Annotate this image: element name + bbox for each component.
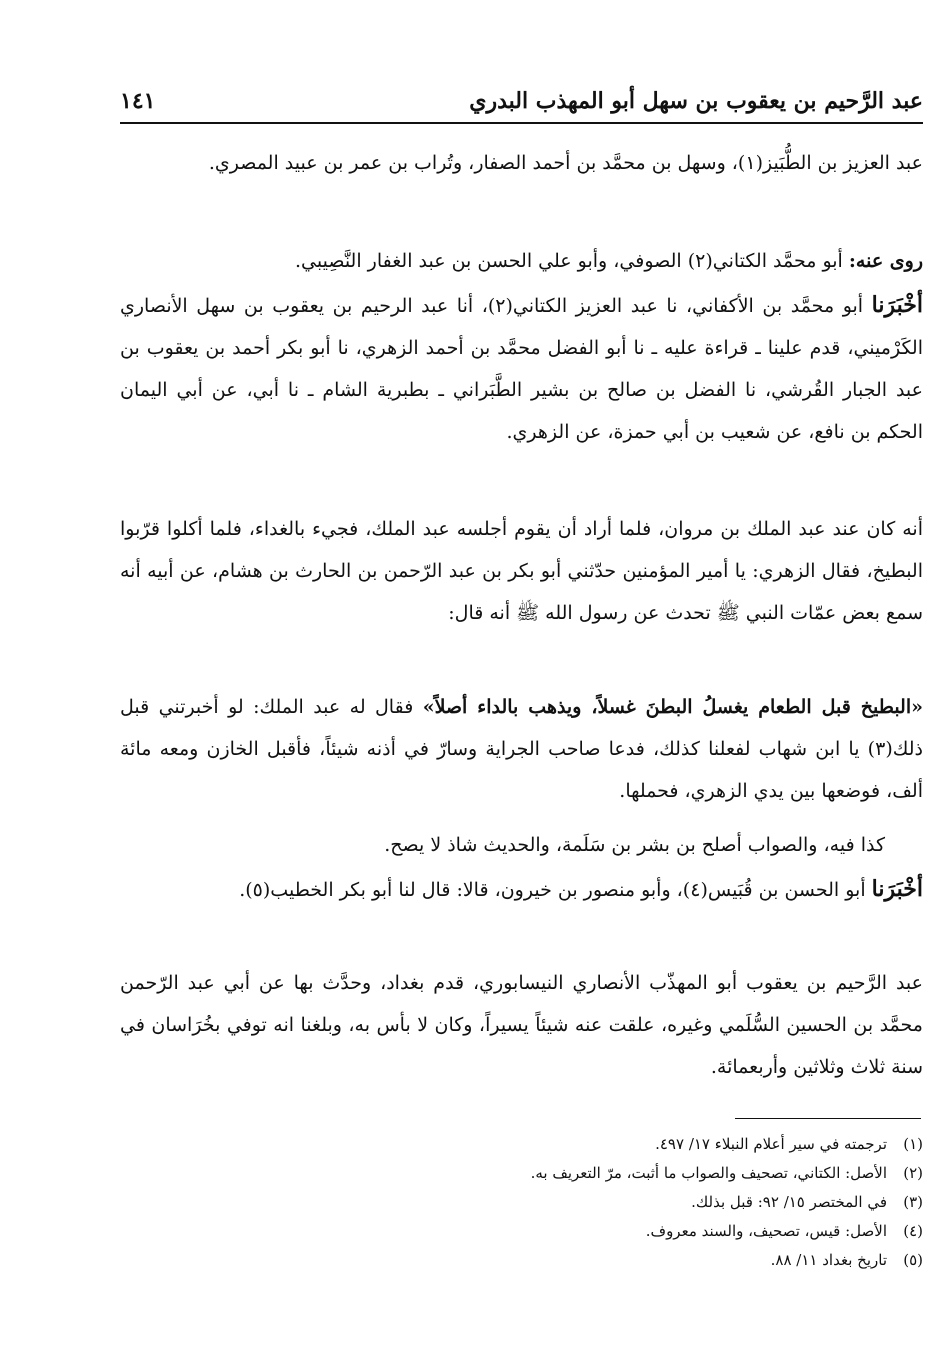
footnote-text: الأصل: قيس، تصحيف، والسند معروف.	[645, 1222, 887, 1240]
isnad-text-2: أبو الحسن بن قُبَيس(٤)، وأبو منصور بن خيرون، قالا: قال لنا أبو بكر الخطيب(٥).	[239, 879, 866, 901]
footnote-number: (٢)	[903, 1164, 923, 1182]
paragraph-6	[120, 824, 923, 866]
footnote-item	[120, 1130, 923, 1159]
footnote-number: (١)	[903, 1135, 923, 1153]
akhbarana-label-1: أخْبَرَنا	[871, 292, 923, 318]
footnote-text: في المختصر ١٥/ ٩٢: قبل بذلك.	[691, 1193, 887, 1211]
editor-note: كذا فيه، والصواب أصلح بن بشر بن سَلَمة، والحديث شاذ لا يصح.	[384, 834, 885, 856]
footnote-number: (٣)	[903, 1193, 923, 1211]
header-title: عبد الرَّحيم بن يعقوب بن سهل أبو المهذب البدري	[469, 88, 923, 114]
paragraph-2	[120, 240, 923, 282]
footnote-text: الأصل: الكتاني، تصحيف والصواب ما أثبت، مرّ التعريف به.	[530, 1164, 887, 1182]
hadith-quote: «البطيخ قبل الطعام يغسلُ البطنَ غسلاً، ويذهب بالداء أصلاً»	[422, 696, 923, 718]
footnote-divider	[735, 1118, 921, 1119]
footnote-item	[120, 1159, 923, 1188]
footnote-number: (٥)	[903, 1251, 923, 1269]
footnote-item	[120, 1217, 923, 1246]
footnote-item	[120, 1246, 923, 1275]
narrators-text: أبو محمَّد الكتاني(٢) الصوفي، وأبو علي الحسن بن عبد الغفار النَّصِيبي.	[295, 250, 843, 272]
isnad-text-1: أبو محمَّد بن الأكفاني، نا عبد العزيز الكتاني(٢)، أنا عبد الرحيم بن يعقوب بن سهل الأنصاري الكَرْميني، قدم علينا ـ قراءة عليه ـ نا أبو الفضل محمَّد بن أحمد الزهري، نا أبو بكر أحمد بن يعقوب بن عبد الجبار القُرشي، نا الفضل بن صالح بن بشير الطَّبَراني ـ بطبرية الشام ـ نا أبي، عن أبي اليمان الحكم بن نافع، عن شعيب بن أبي حمزة، عن الزهري.	[120, 295, 923, 443]
paragraph-8	[120, 962, 923, 1088]
paragraph-7	[120, 868, 923, 911]
paragraph-1-text: عبد العزيز بن الطُّبَيز(١)، وسهل بن محمَّد بن أحمد الصفار، وتُراب بن عمر بن عبيد المصري.	[208, 152, 923, 174]
footnote-item	[120, 1188, 923, 1217]
footnote-text: تاريخ بغداد ١١/ ٨٨.	[770, 1251, 887, 1269]
biography-text: عبد الرَّحيم بن يعقوب أبو المهذّب الأنصاري النيسابوري، قدم بغداد، وحدَّث بها عن أبي عبد الرّحمن محمَّد بن الحسين السُّلَمي وغيره، علقت عنه شيئاً يسيراً، وكان لا بأس به، وبلغنا انه توفي بخُرَاسان في سنة ثلاث وثلاثين وأربعمائة.	[120, 972, 923, 1078]
paragraph-1	[120, 142, 923, 184]
narrators-label: روى عنه:	[848, 250, 923, 272]
akhbarana-label-2: أخْبَرَنا	[871, 876, 923, 902]
footnote-number: (٤)	[903, 1222, 923, 1240]
footnotes	[120, 1130, 923, 1275]
page-number: ١٤١	[120, 88, 156, 114]
paragraph-4	[120, 508, 923, 634]
footnote-text: ترجمته في سير أعلام النبلاء ١٧/ ٤٩٧.	[655, 1135, 887, 1153]
paragraph-5	[120, 686, 923, 812]
story-text: أنه كان عند عبد الملك بن مروان، فلما أراد أن يقوم أجلسه عبد الملك، فجيء بالغداء، فلما أكلوا قرّبوا البطيخ، فقال الزهري: يا أمير المؤمنين حدّثني أبو بكر بن عبد الرّحمن بن الحارث بن هشام، عن أبيه أنه سمع بعض عمّات النبي ﷺ تحدث عن رسول الله ﷺ أنه قال:	[120, 518, 923, 624]
paragraph-3	[120, 284, 923, 453]
running-header	[120, 78, 923, 124]
hadith-continuation: فقال له عبد الملك: لو أخبرتني قبل ذلك(٣) يا ابن شهاب لفعلنا كذلك، فدعا صاحب الجراية وسارّ في أذنه شيئاً، فأقبل الخازن ومعه مائة ألف، فوضعها بين يدي الزهري، فحملها.	[120, 696, 923, 802]
